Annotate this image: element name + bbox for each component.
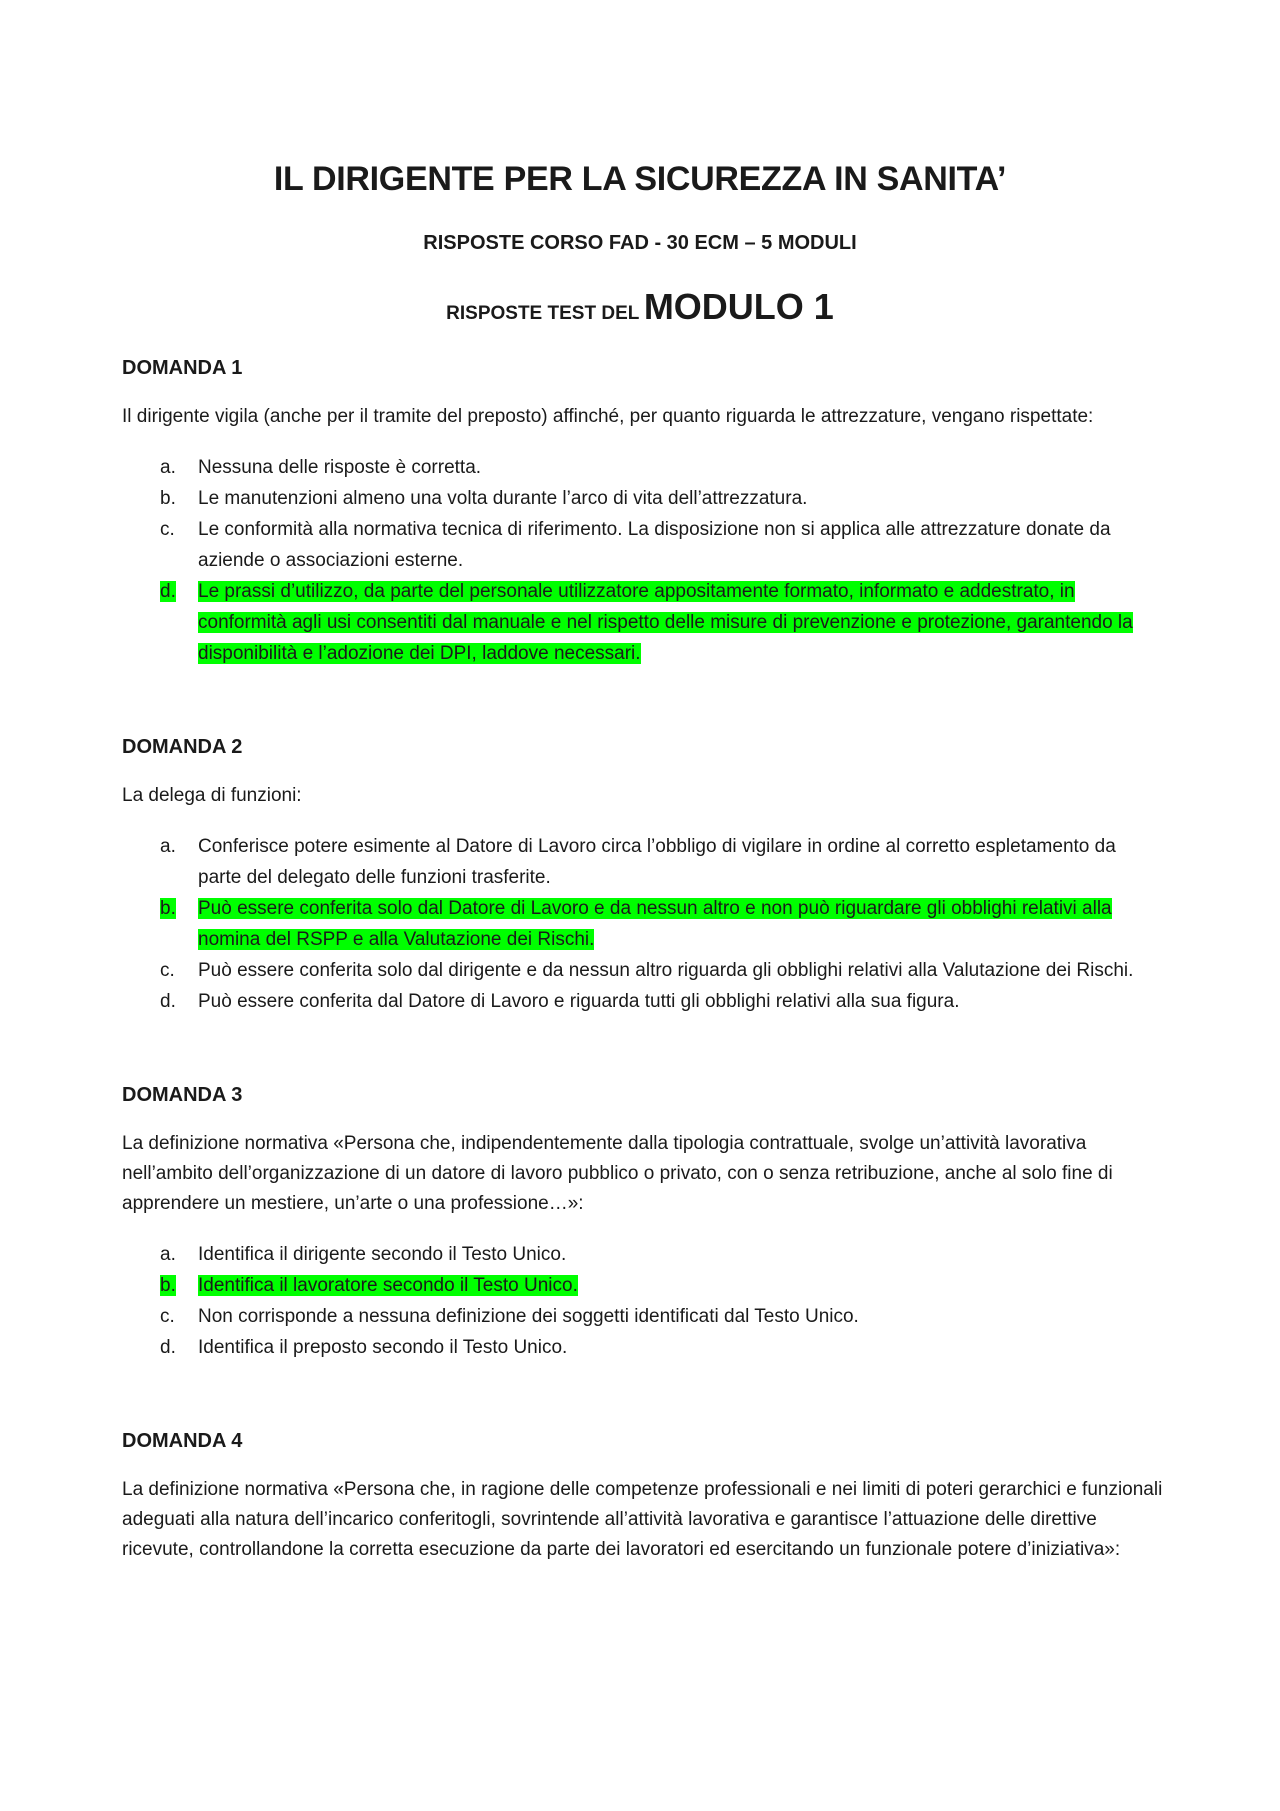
answer-item — [122, 514, 1164, 576]
question-heading: DOMANDA 1 — [122, 357, 243, 379]
answer-text: Conferisce potere esimente al Datore di Lavoro circa l’obbligo di vigilare in ordine al corretto espletamento da parte del delegato delle funzioni trasferite. — [198, 836, 1116, 888]
question-text: La definizione normativa «Persona che, indipendentemente dalla tipologia contrattuale, svolge un’attività lavorativa nell’ambito dell’organizzazione di un datore di lavoro pubblico o privato, con o senza retribuzione, anche al solo fine di apprendere un mestiere, un’arte o una professione…»: — [122, 1133, 1113, 1214]
answer-item — [122, 1239, 1164, 1270]
answer-text-highlighted: Identifica il lavoratore secondo il Testo Unico. — [198, 1275, 578, 1296]
answer-item — [122, 831, 1164, 893]
answer-item — [122, 955, 1164, 986]
answer-text-highlighted: Le prassi d’utilizzo, da parte del personale utilizzatore appositamente formato, informato e addestrato, in conformità agli usi consentiti dal manuale e nel rispetto delle misure di prevenzione e protezione, garantendo la disponibilità e l’adozione dei DPI, laddove necessari. — [198, 581, 1133, 664]
answer-item — [122, 986, 1164, 1017]
module-prefix: RISPOSTE TEST DEL — [446, 303, 640, 324]
answer-item — [122, 1332, 1164, 1363]
answer-item — [122, 1301, 1164, 1332]
question-heading: DOMANDA 4 — [122, 1430, 243, 1452]
answer-text: Può essere conferita solo dal dirigente e da nessun altro riguarda gli obblighi relativi alla Valutazione dei Rischi. — [198, 960, 1134, 981]
answer-text: Le conformità alla normativa tecnica di riferimento. La disposizione non si applica alle attrezzature donate da aziende o associazioni esterne. — [198, 519, 1111, 571]
answer-text: Non corrisponde a nessuna definizione dei soggetti identificati dal Testo Unico. — [198, 1306, 859, 1327]
document-subtitle: RISPOSTE CORSO FAD - 30 ECM – 5 MODULI — [423, 232, 857, 254]
document-title: IL DIRIGENTE PER LA SICUREZZA IN SANITA’ — [273, 160, 1007, 198]
module-heading — [0, 286, 1280, 328]
answer-text: Identifica il dirigente secondo il Testo Unico. — [198, 1244, 567, 1265]
answer-item-correct — [122, 893, 1164, 955]
answer-text-highlighted: Può essere conferita solo dal Datore di Lavoro e da nessun altro e non può riguardare gli obblighi relativi alla nomina del RSPP e alla Valutazione dei Rischi. — [198, 898, 1112, 950]
answer-text: Nessuna delle risposte è corretta. — [198, 457, 482, 478]
answer-letter: a. — [160, 836, 176, 857]
question-3 — [122, 1081, 1164, 1363]
answer-letter: a. — [160, 457, 176, 478]
answer-letter: c. — [160, 960, 175, 981]
question-1 — [122, 354, 1164, 669]
question-4 — [122, 1427, 1164, 1565]
answer-letter: b. — [160, 898, 176, 919]
question-text: Il dirigente vigila (anche per il tramite del preposto) affinché, per quanto riguarda le attrezzature, vengano rispettate: — [122, 406, 1094, 427]
answer-item-correct — [122, 576, 1164, 669]
answer-letter: b. — [160, 488, 176, 509]
question-text: La definizione normativa «Persona che, in ragione delle competenze professionali e nei limiti di poteri gerarchici e funzionali adeguati alla natura dell’incarico conferitogli, sovrintende all’attività lavorativa e garantisce l’attuazione delle direttive ricevute, controllandone la corretta esecuzione da parte dei lavoratori ed esercitando un funzionale potere d’iniziativa»: — [122, 1479, 1163, 1560]
answer-text: Le manutenzioni almeno una volta durante l’arco di vita dell’attrezzatura. — [198, 488, 808, 509]
question-heading: DOMANDA 3 — [122, 1084, 243, 1106]
answer-list — [122, 1239, 1164, 1363]
answer-item-correct — [122, 1270, 1164, 1301]
answer-letter: a. — [160, 1244, 176, 1265]
question-text: La delega di funzioni: — [122, 785, 302, 806]
answer-letter: d. — [160, 581, 176, 602]
answer-item — [122, 452, 1164, 483]
question-2 — [122, 733, 1164, 1017]
questions-container — [122, 354, 1164, 1585]
answer-letter: d. — [160, 1337, 176, 1358]
answer-list — [122, 452, 1164, 669]
question-heading: DOMANDA 2 — [122, 736, 243, 758]
answer-item — [122, 483, 1164, 514]
answer-text: Identifica il preposto secondo il Testo Unico. — [198, 1337, 568, 1358]
answer-letter: b. — [160, 1275, 176, 1296]
answer-letter: c. — [160, 519, 175, 540]
answer-text: Può essere conferita dal Datore di Lavoro e riguarda tutti gli obblighi relativi alla sua figura. — [198, 991, 960, 1012]
module-name: MODULO 1 — [643, 286, 834, 327]
answer-letter: d. — [160, 991, 176, 1012]
answer-letter: c. — [160, 1306, 175, 1327]
answer-list — [122, 831, 1164, 1017]
